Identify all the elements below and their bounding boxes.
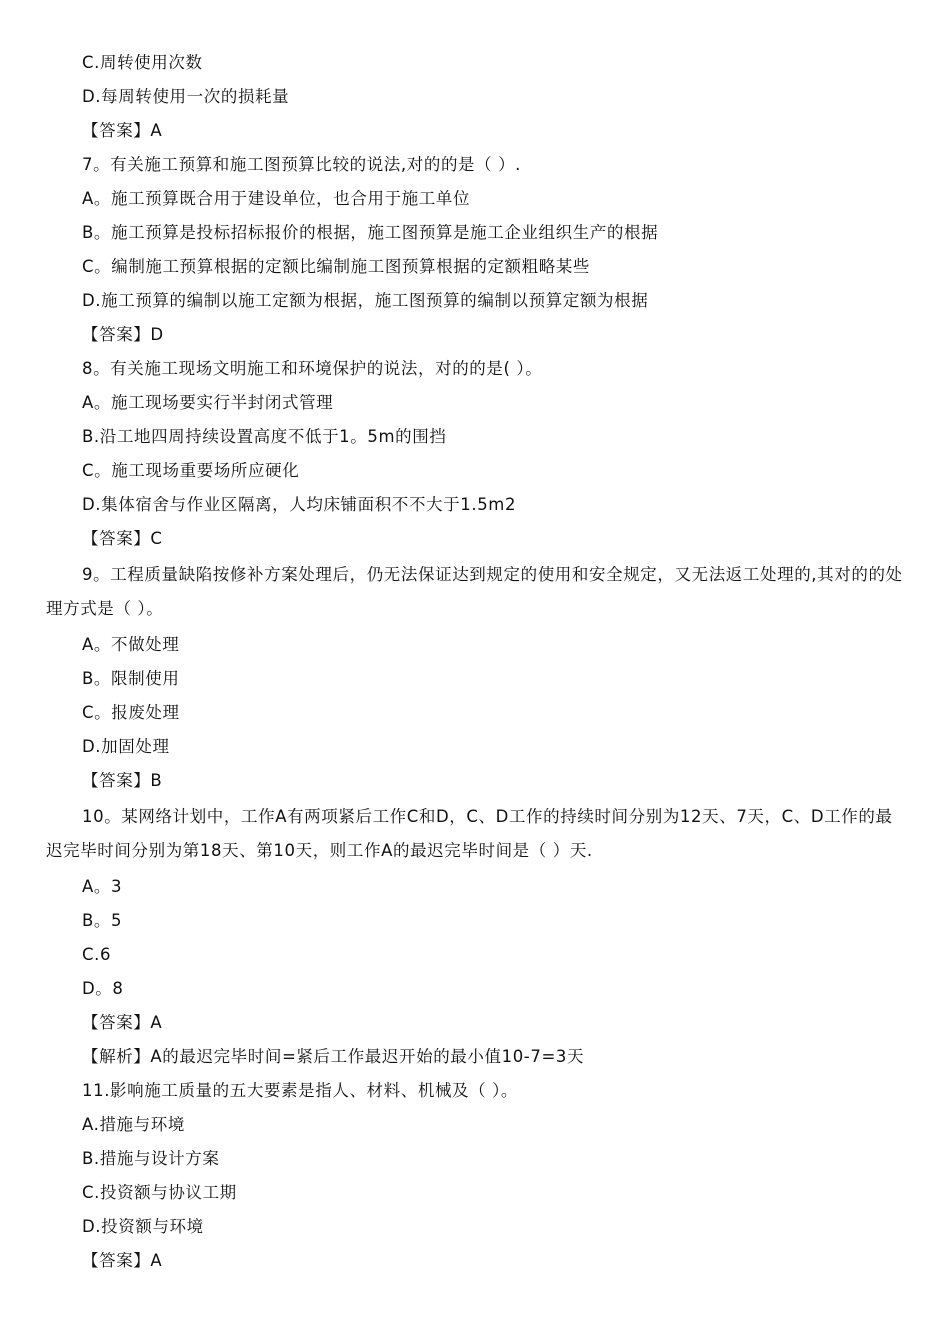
option-c: C。施工现场重要场所应硬化 [82,461,300,480]
option-d: D.集体宿舍与作业区隔离，人均床铺面积不不大于1.5m2 [82,495,517,514]
option-b: B。施工预算是投标招标报价的根据，施工图预算是施工企业组织生产的根据 [82,223,659,242]
question-8: 8。有关施工现场文明施工和环境保护的说法，对的的是( ）。 [82,359,543,378]
option-c: C。编制施工预算根据的定额比编制施工图预算根据的定额粗略某些 [82,257,591,276]
option-a: A。不做处理 [82,635,180,654]
answer-line: 【答案】A [82,121,163,140]
option-b: B.措施与设计方案 [82,1149,220,1168]
question-9: 9。工程质量缺陷按修补方案处理后，仍无法保证达到规定的使用和安全规定，又无法返工处理的,其对的的处理方式是（ ）。 [46,565,903,618]
answer-line: 【答案】D [82,325,164,344]
answer-line: 【答案】C [82,529,163,548]
option-c: C。报废处理 [82,703,180,722]
option-d: D.加固处理 [82,737,170,756]
answer-line: 【答案】A [82,1251,163,1270]
option-d: D.每周转使用一次的损耗量 [82,87,290,106]
option-a: A。3 [82,877,123,896]
option-c: C.周转使用次数 [82,53,203,72]
option-d: D.投资额与环境 [82,1217,204,1236]
option-a: A.措施与环境 [82,1115,185,1134]
option-a: A。施工现场要实行半封闭式管理 [82,393,334,412]
option-b: B.沿工地四周持续设置高度不低于1。5m的围挡 [82,427,447,446]
option-b: B。5 [82,911,123,930]
option-b: B。限制使用 [82,669,180,688]
answer-line: 【答案】B [82,771,163,790]
option-c: C.投资额与协议工期 [82,1183,237,1202]
option-d: D。8 [82,979,124,998]
option-c: C.6 [82,945,112,964]
option-a: A。施工预算既合用于建设单位，也合用于施工单位 [82,189,471,208]
option-d: D.施工预算的编制以施工定额为根据，施工图预算的编制以预算定额为根据 [82,291,649,310]
question-11: 11.影响施工质量的五大要素是指人、材料、机械及（ ）。 [82,1081,519,1100]
answer-line: 【答案】A [82,1013,163,1032]
question-7: 7。有关施工预算和施工图预算比较的说法,对的的是（ ）. [82,155,522,174]
question-10: 10。某网络计划中，工作A有两项紧后工作C和D，C、D工作的持续时间分别为12天、7天，C、D工作的最迟完毕时间分别为第18天、第10天，则工作A的最迟完毕时间是（ ）天. [46,807,893,860]
explanation-line: 【解析】A的最迟完毕时间=紧后工作最迟开始的最小值10-7=3天 [82,1047,585,1066]
